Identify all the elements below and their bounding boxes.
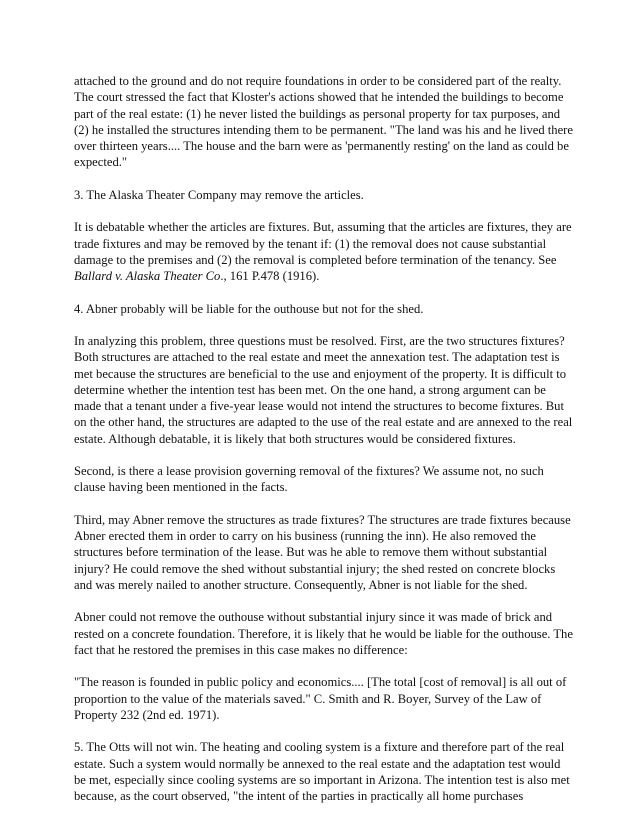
paragraph-trade-fixture-removal: Third, may Abner remove the structures as trade fixtures? The structures are trade fixtures because Abner erected them in order to carry on his business (running the inn). He also removed the structures before termination of the lease. But was he able to remove them without substantial injury? He could remove the shed without substantial injury; the shed rested on concrete blocks and was merely nailed to another structure. Consequently, Abner is not liable for the shed. xyxy=(74,512,571,592)
paragraph-outhouse-liability: Abner could not remove the outhouse without substantial injury since it was made of brick and rested on a concrete foundation. Therefore, it is likely that he would be liable for the outhouse. The fact that he restored the premises in this case makes no difference: xyxy=(74,610,573,657)
paragraph-lease-provision: Second, is there a lease provision governing removal of the fixtures? We assume not, no such clause having been mentioned in the facts. xyxy=(74,464,544,495)
paragraph-quotation: "The reason is founded in public policy and economics.... [The total [cost of removal] is all out of proportion to the value of the materials saved." C. Smith and R. Boyer, Survey of the Law of Property 232 (2nd ed. 1971). xyxy=(74,675,567,722)
document-page xyxy=(74,73,574,804)
paragraph-trade-fixtures xyxy=(74,219,574,284)
case-citation-name: Ballard v. Alaska Theater Co xyxy=(74,269,221,283)
paragraph-three-questions: In analyzing this problem, three questions must be resolved. First, are the two structures fixtures? Both structures are attached to the real estate and meet the annexation test. The adaptation test is met because the structures are beneficial to the use and enjoyment of the property. It is difficult to determine whether the intention test has been met. On the one hand, a strong argument can be made that a tenant under a five-year lease would not intend the structures to become fixtures. But on the other hand, the structures are adapted to the use of the real estate and are annexed to the real estate. Although debatable, it is likely that both structures would be considered fixtures. xyxy=(74,334,573,446)
paragraph-kloster-fixtures: attached to the ground and do not require foundations in order to be considered part of the realty. The court stressed the fact that Kloster's actions showed that he intended the buildings to become part of the real estate: (1) he never listed the buildings as personal property for tax purposes, and (2) he installed the structures intending them to be permanent. "The land was his and he lived there over thirteen years.... The house and the barn were as 'permanently resting' on the land as could be expected." xyxy=(74,74,573,170)
paragraph-heading-alaska-theater: 3. The Alaska Theater Company may remove the articles. xyxy=(74,187,364,202)
paragraph-heading-abner: 4. Abner probably will be liable for the outhouse but not for the shed. xyxy=(74,301,424,316)
paragraph-text: It is debatable whether the articles are fixtures. But, assuming that the articles are fixtures, they are trade fixtures and may be removed by the tenant if: (1) the removal does not cause substantial damage to the premises and (2) the removal is completed before termination of the tenancy. See xyxy=(74,220,572,267)
paragraph-text: ., 161 P.478 (1916). xyxy=(220,269,320,283)
paragraph-heading-otts: 5. The Otts will not win. The heating and cooling system is a fixture and therefore part of the real estate. Such a system would normally be annexed to the real estate and the adaptation test would be met, especially since cooling systems are so important in Arizona. The intention test is also met because, as the court observed, "the intent of the parties in practically all home purchases xyxy=(74,740,570,803)
